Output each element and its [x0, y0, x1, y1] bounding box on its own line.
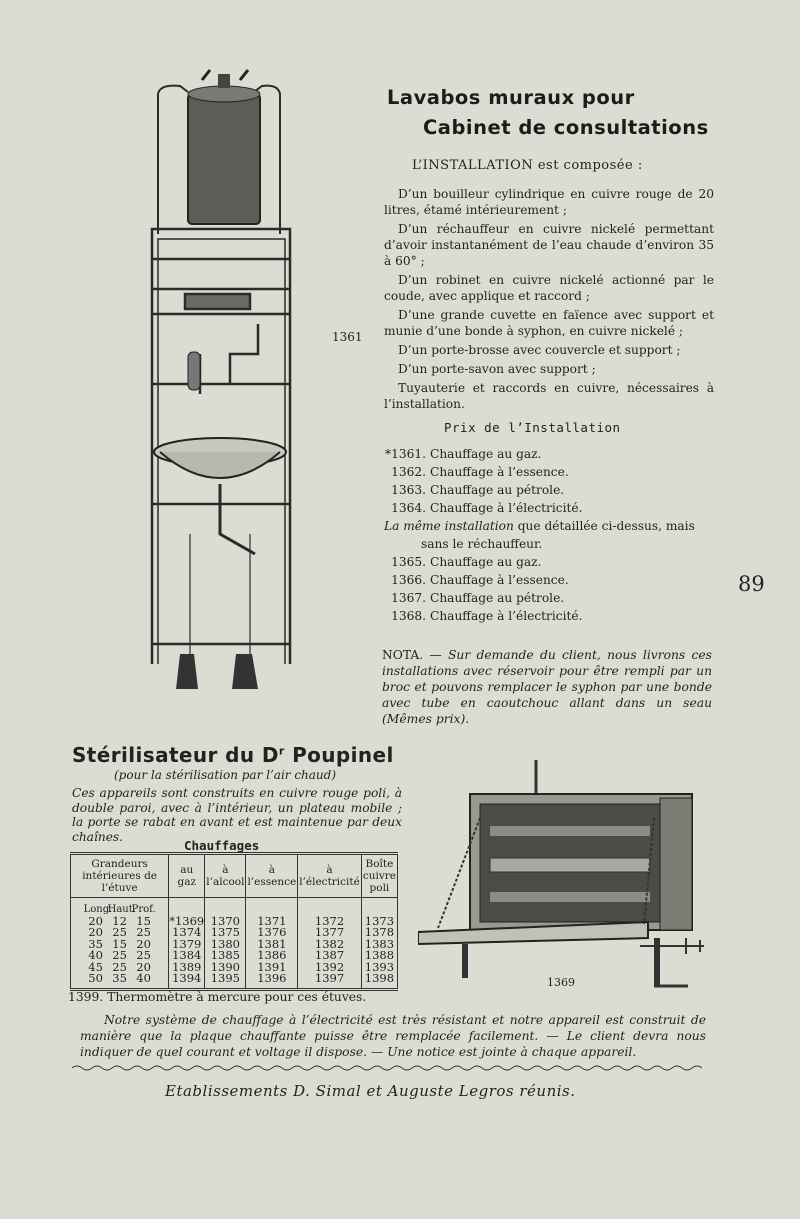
- sterilisateur-illustration: [418, 758, 708, 996]
- prix-number: 1364.: [391, 501, 426, 515]
- prix-number: 1367.: [391, 591, 426, 605]
- boite-cell: 1398: [361, 973, 397, 989]
- installation-item: D’un réchauffeur en cuivre nickelé permettant d’avoir instantanément de l’eau chaude d’environ 35 à 60° ;: [384, 222, 714, 268]
- dim-value: 15: [136, 913, 151, 928]
- elec-cell: 1382: [298, 939, 362, 951]
- gaz-cell: 1394: [169, 973, 205, 989]
- dim-label: Haut.: [107, 904, 136, 915]
- elec-cell: 1397: [298, 973, 362, 989]
- prix-row: [384, 481, 714, 499]
- installation-item: D’un robinet en cuivre nickelé actionné par le coude, avec applique et raccord ;: [384, 273, 714, 303]
- dim-value: 15: [112, 936, 127, 951]
- dim-value: 40: [88, 948, 103, 962]
- dim-value: 20: [88, 913, 103, 928]
- dims-cell: [71, 973, 169, 989]
- dim-labels: [71, 898, 169, 916]
- prix-note-rest: que détaillée ci-dessus, mais: [513, 519, 695, 533]
- publisher-footer: Etablissements D. Simal et Auguste Legros réunis.: [165, 1082, 576, 1100]
- prix-label: Chauffage au gaz.: [430, 447, 542, 461]
- header-boite: Boîte cuivre poli: [361, 854, 397, 898]
- dim-value: 25: [112, 948, 127, 962]
- prix-label: Chauffage à l’électricité.: [430, 609, 583, 623]
- dim-value: 35: [88, 936, 103, 951]
- lavabo-title-line2: Cabinet de consultations: [423, 116, 709, 139]
- prix-note-italic: La même installation: [384, 519, 514, 533]
- dim-value: 20: [136, 959, 151, 974]
- page-number: 89: [738, 572, 765, 596]
- alcool-cell: 1395: [205, 973, 246, 989]
- boite-cell: 1373: [361, 916, 397, 928]
- prix-list: [384, 445, 714, 625]
- nota-text: Sur demande du client, nous livrons ces installations avec réservoir pour être rempli par un broc et pouvons remplacer le syphon par une bonde avec tube en caoutchouc allant dans un seau (Mêmes prix).: [382, 648, 712, 726]
- essence-cell: 1391: [246, 962, 298, 974]
- gaz-cell: 1384: [169, 950, 205, 962]
- elec-cell: 1377: [298, 927, 362, 939]
- gaz-cell: 1389: [169, 962, 205, 974]
- elec-cell: 1372: [298, 916, 362, 928]
- dim-value: 50: [88, 971, 103, 985]
- prix-row: [384, 445, 714, 463]
- prix-label: Chauffage à l’essence.: [430, 573, 569, 587]
- header-grandeurs: Grandeurs intérieures de l’étuve: [71, 854, 169, 898]
- prix-row: [384, 499, 714, 517]
- sterilisateur-title-end: Poupinel: [284, 743, 394, 767]
- alcool-cell: 1375: [205, 927, 246, 939]
- alcool-cell: 1370: [205, 916, 246, 928]
- dim-label: Prof.: [131, 904, 156, 915]
- dim-value: 25: [136, 925, 151, 939]
- prix-row: [384, 607, 714, 625]
- table-row: [71, 973, 398, 989]
- boite-cell: 1383: [361, 939, 397, 951]
- header-alcool: à l’alcool: [205, 854, 246, 898]
- sterilisateur-title: [72, 743, 394, 767]
- dim-value: 25: [136, 948, 151, 962]
- prix-number: 1363.: [391, 483, 426, 497]
- installation-item: D’une grande cuvette en faïence avec support et munie d’une bonde à syphon, en cuivre nickelé ;: [384, 308, 714, 338]
- elec-cell: 1392: [298, 962, 362, 974]
- essence-cell: 1381: [246, 939, 298, 951]
- sterilisateur-paragraph: Ces appareils sont construits en cuivre rouge poli, à double paroi, avec à l’intérieur, un plateau mobile ; la porte se rabat en avant et est maintenue par deux chaînes.: [72, 786, 402, 844]
- nota-label: NOTA. —: [382, 648, 442, 662]
- figure-number-1369: 1369: [547, 976, 575, 989]
- prix-row: [384, 589, 714, 607]
- header-gaz: au gaz: [169, 854, 205, 898]
- essence-cell: 1376: [246, 927, 298, 939]
- boite-cell: 1393: [361, 962, 397, 974]
- sterilisateur-title-sup: r: [278, 744, 285, 758]
- dim-value: 45: [88, 959, 103, 974]
- gaz-cell: 1379: [169, 939, 205, 951]
- wavy-divider: [72, 1064, 702, 1072]
- installation-item: D’un porte-savon avec support ;: [398, 362, 596, 376]
- boite-cell: 1378: [361, 927, 397, 939]
- dim-labels-row: [71, 898, 398, 916]
- dim-value: 35: [112, 971, 127, 985]
- prix-label: Chauffage à l’essence.: [430, 465, 569, 479]
- installation-intro: L’INSTALLATION est composée :: [412, 158, 643, 173]
- dim-label: Long.: [83, 904, 113, 915]
- header-essence: à l’essence: [246, 854, 298, 898]
- lavabo-title-line1: Lavabos muraux pour: [387, 86, 635, 109]
- prix-row: [384, 571, 714, 589]
- chauffages-heading: Chauffages: [184, 838, 260, 853]
- prix-label: Chauffage au pétrole.: [430, 483, 565, 497]
- prix-label: Chauffage à l’électricité.: [430, 501, 583, 515]
- installation-items: [384, 186, 714, 415]
- prix-number: 1366.: [391, 573, 426, 587]
- electric-heating-note: Notre système de chauffage à l’électricité est très résistant et notre appareil est construit de manière que la plaque chauffante puisse être remplacée facilement. — Le client devra nous indiquer de quel courant et voltage il dispose. — Une notice est jointe à chaque appareil.: [80, 1013, 706, 1059]
- prix-number: *1361.: [385, 447, 426, 461]
- alcool-cell: 1390: [205, 962, 246, 974]
- prix-heading: Prix de l’Installation: [444, 420, 621, 435]
- prix-label: Chauffage au pétrole.: [430, 591, 565, 605]
- prix-row: [384, 553, 714, 571]
- prix-number: 1368.: [391, 609, 426, 623]
- dim-value: 12: [112, 913, 127, 928]
- installation-item: Tuyauterie et raccords en cuivre, nécessaires à l’installation.: [384, 381, 714, 411]
- nota-paragraph: [382, 647, 712, 727]
- essence-cell: 1371: [246, 916, 298, 928]
- prix-number: 1362.: [391, 465, 426, 479]
- elec-cell: 1387: [298, 950, 362, 962]
- alcool-cell: 1385: [205, 950, 246, 962]
- lavabo-illustration: [140, 64, 310, 694]
- dim-value: 20: [136, 936, 151, 951]
- alcool-cell: 1380: [205, 939, 246, 951]
- gaz-cell: *1369: [169, 913, 205, 928]
- dim-value: 20: [88, 925, 103, 939]
- header-electricite: à l’électricité: [298, 854, 362, 898]
- prix-note: [384, 517, 714, 535]
- prix-row: [384, 463, 714, 481]
- sterilisateur-title-text: Stérilisateur du D: [72, 743, 279, 767]
- figure-number-1361: 1361: [332, 330, 363, 344]
- sterilisateur-table: [70, 852, 398, 991]
- prix-note-line2: sans le réchauffeur.: [421, 537, 543, 551]
- installation-item: D’un bouilleur cylindrique en cuivre rouge de 20 litres, étamé intérieurement ;: [384, 187, 714, 217]
- boite-cell: 1388: [361, 950, 397, 962]
- sterilisateur-subtitle: (pour la stérilisation par l’air chaud): [114, 768, 337, 782]
- prix-number: 1365.: [391, 555, 426, 569]
- prix-label: Chauffage au gaz.: [430, 555, 542, 569]
- essence-cell: 1386: [246, 950, 298, 962]
- installation-item: D’un porte-brosse avec couvercle et support ;: [398, 343, 681, 357]
- gaz-cell: 1374: [169, 927, 205, 939]
- dim-value: 40: [136, 971, 151, 985]
- essence-cell: 1396: [246, 973, 298, 989]
- thermometer-line: 1399. Thermomètre à mercure pour ces étuves.: [68, 990, 367, 1004]
- dim-value: 25: [112, 959, 127, 974]
- dim-value: 25: [112, 925, 127, 939]
